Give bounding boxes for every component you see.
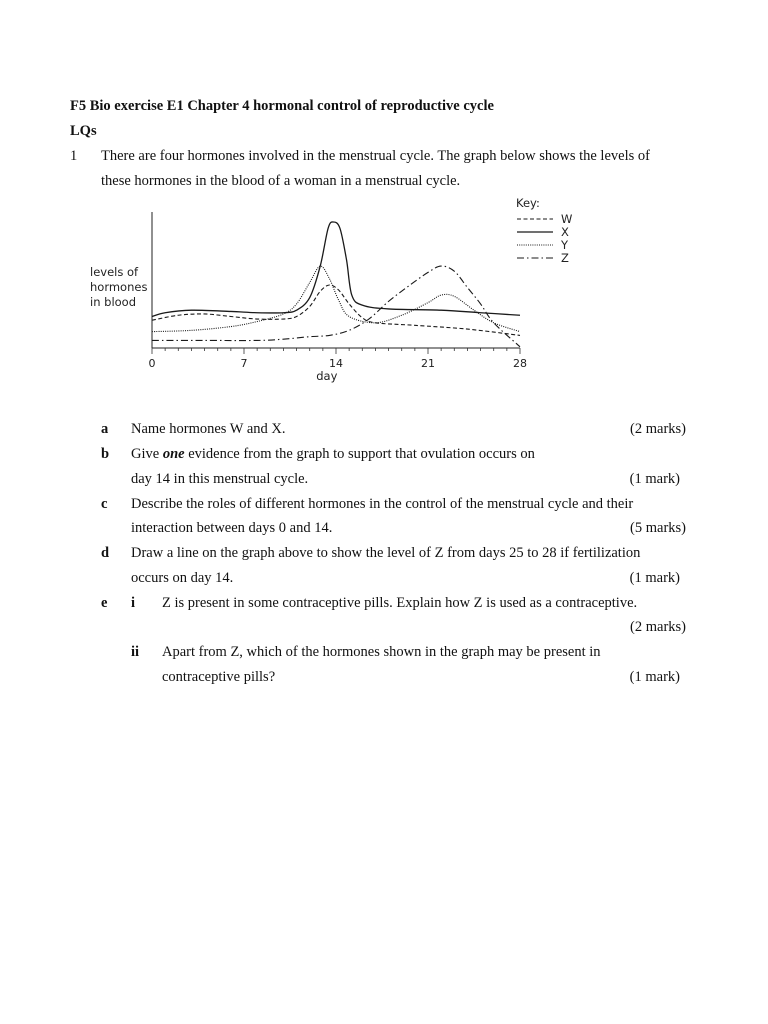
part-e-i-label: i: [131, 595, 136, 611]
legend-label-y: Y: [561, 238, 569, 252]
part-e-ii-text-line-2: contraceptive pills?: [162, 669, 276, 685]
x-tick-label: 28: [513, 357, 527, 370]
part-a-label: a: [101, 421, 109, 437]
part-e-ii-text-line-1: Apart from Z, which of the hormones shown in the graph may be present in: [162, 644, 601, 660]
document-title: F5 Bio exercise E1 Chapter 4 hormonal control of reproductive cycle: [70, 98, 494, 114]
part-d-text-line-2: occurs on day 14.: [131, 570, 234, 586]
part-b-label: b: [101, 446, 110, 462]
legend-label-z: Z: [561, 251, 569, 265]
part-b-emphasis: one: [162, 446, 185, 462]
hormone-levels-chart: [0, 190, 768, 410]
x-tick-label: 14: [329, 357, 343, 370]
part-d-marks: (1 mark): [629, 570, 680, 586]
part-d-text-line-1: Draw a line on the graph above to show the level of Z from days 25 to 28 if fertilization: [131, 545, 641, 561]
series-line-y: [152, 266, 520, 332]
part-e-i-text: Z is present in some contraceptive pills. Explain how Z is used as a contraceptive.: [162, 595, 638, 611]
question-stem-line-1: There are four hormones involved in the menstrual cycle. The graph below shows the levels of: [101, 148, 650, 164]
x-axis-label: day: [316, 369, 338, 383]
y-axis-label-line: hormones: [90, 280, 148, 294]
x-tick-label: 7: [240, 357, 248, 370]
part-b-text-pre: Give: [131, 446, 163, 462]
legend-label-x: X: [561, 225, 569, 239]
y-axis-label-line: in blood: [90, 295, 137, 309]
x-tick-label: 21: [421, 357, 435, 370]
x-tick-label: 0: [148, 357, 156, 370]
part-b-text-line-2: day 14 in this menstrual cycle.: [131, 471, 309, 487]
part-b-text-line-1: [131, 446, 535, 463]
legend-title: Key:: [516, 196, 540, 210]
part-b-text-post: evidence from the graph to support that ovulation occurs on: [184, 446, 535, 462]
part-c-marks: (5 marks): [630, 520, 686, 536]
part-c-label: c: [101, 496, 108, 512]
y-axis-label-line: levels of: [90, 265, 139, 279]
series-line-z: [152, 266, 520, 347]
part-c-text-line-1: Describe the roles of different hormones in the control of the menstrual cycle and their: [131, 496, 634, 512]
part-a-text: Name hormones W and X.: [131, 421, 286, 437]
part-a-marks: (2 marks): [630, 421, 686, 437]
part-e-ii-label: ii: [131, 644, 140, 660]
legend-label-w: W: [561, 212, 573, 226]
section-heading: LQs: [70, 123, 97, 139]
part-e-label: e: [101, 595, 108, 611]
question-number: 1: [70, 148, 78, 164]
question-stem-line-2: these hormones in the blood of a woman in a menstrual cycle.: [101, 173, 461, 189]
part-e-i-marks: (2 marks): [630, 619, 686, 635]
part-c-text-line-2: interaction between days 0 and 14.: [131, 520, 333, 536]
part-b-marks: (1 mark): [629, 471, 680, 487]
part-e-ii-marks: (1 mark): [629, 669, 680, 685]
part-d-label: d: [101, 545, 110, 561]
series-line-x: [152, 222, 520, 317]
